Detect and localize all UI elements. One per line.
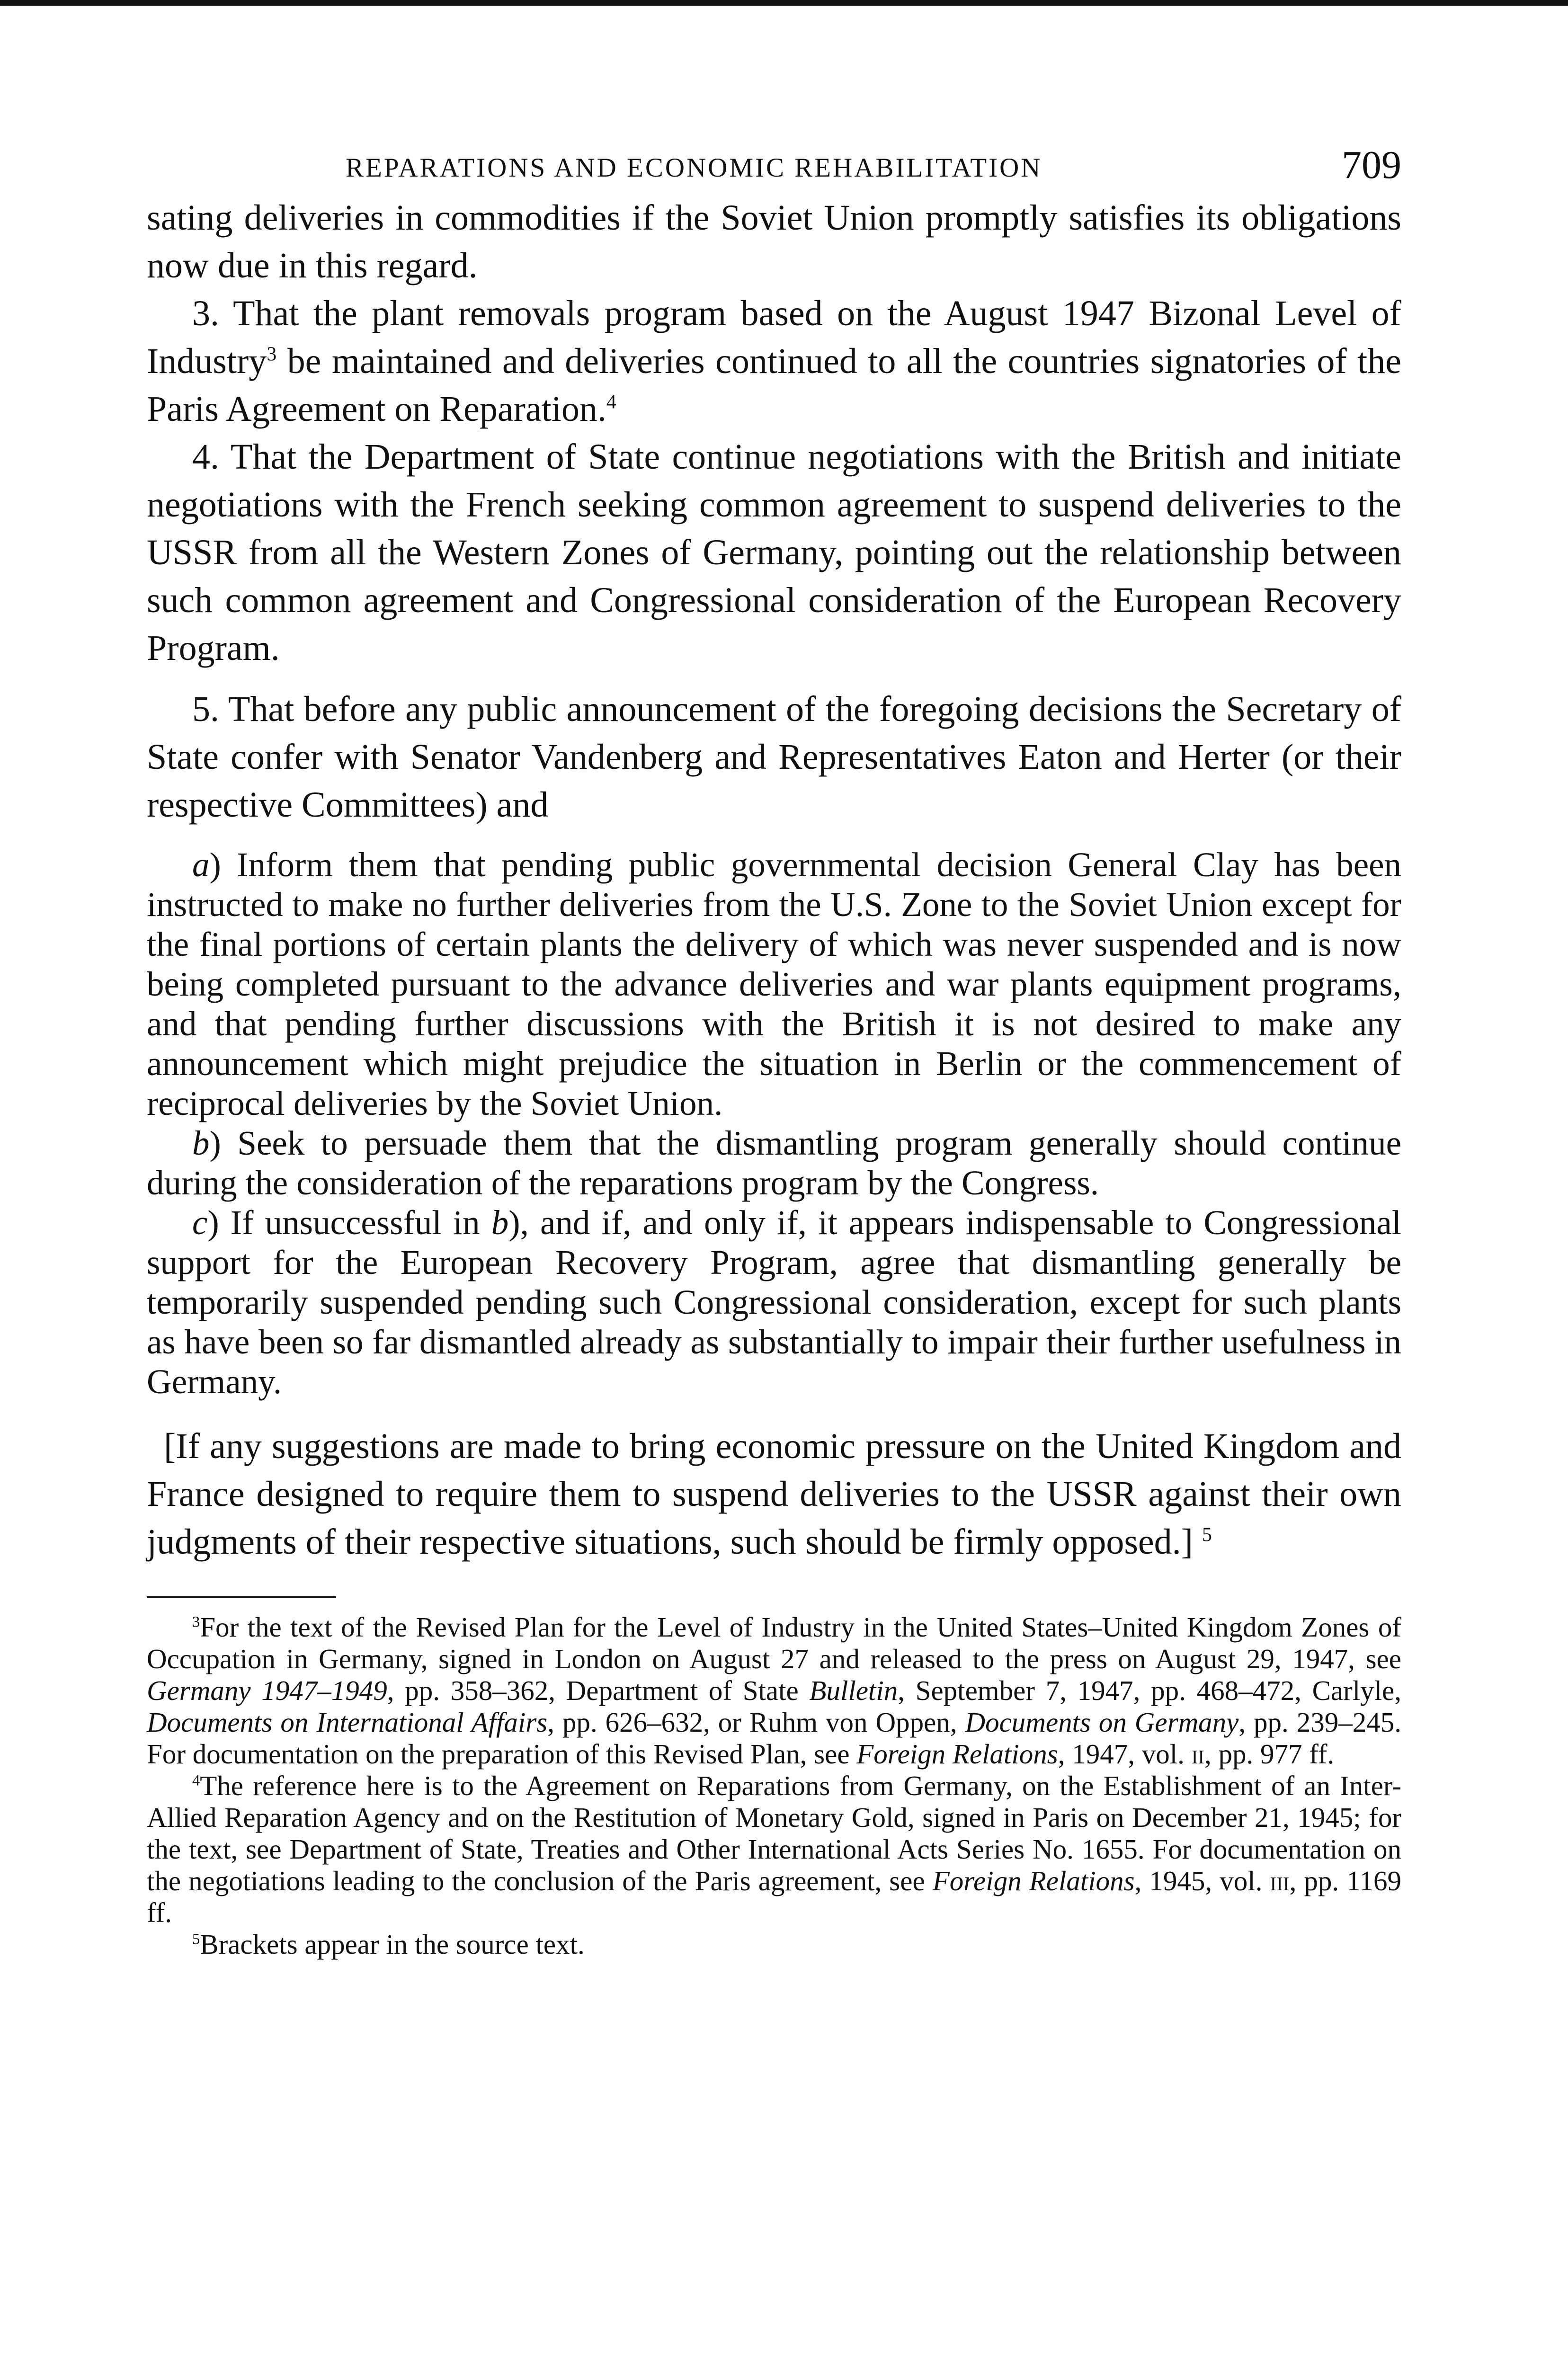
sub-item-c-label: c xyxy=(192,1203,208,1242)
footnote-3-mark: 3 xyxy=(192,1613,200,1631)
footnote-4 xyxy=(147,1770,1401,1929)
top-edge-rule xyxy=(0,0,1568,6)
footnote-3-text: For the text of the Revised Plan for the Level of Industry in the United States–United Kingdom Zones of Occupation in Germany, signed in London on August 27 and released to the press on August 29, 1947, see xyxy=(147,1611,1401,1674)
footnote-4-text: , pp. 1169 ff. xyxy=(147,1865,1401,1928)
main-text xyxy=(147,194,1401,829)
footnote-3-volume: ii xyxy=(1191,1738,1204,1770)
footnote-4-text: , 1945, vol. xyxy=(1134,1865,1270,1896)
footnote-3-text: , 1947, vol. xyxy=(1058,1738,1192,1770)
sub-item-b-label: b xyxy=(192,1124,210,1162)
footnote-5-text: Brackets appear in the source text. xyxy=(200,1929,585,1960)
footnote-3-text: , pp. 977 ff. xyxy=(1204,1738,1335,1770)
sub-item-c-ref: b xyxy=(491,1203,509,1242)
footnote-4-title: Foreign Relations xyxy=(932,1865,1135,1896)
bracketed-note-paragraph xyxy=(147,1423,1401,1566)
footnotes xyxy=(147,1611,1401,1960)
paragraph-item-3 xyxy=(147,290,1401,433)
page-number: 709 xyxy=(1342,143,1401,187)
footnote-ref-4: 4 xyxy=(606,391,616,413)
item-3-text: 3. That the plant removals program based on the August 1947 Bizonal Level of Industry xyxy=(147,294,1401,381)
footnote-3-title: Documents on International Affairs xyxy=(147,1707,548,1738)
paragraph-continuation: sating deliveries in commodities if the Soviet Union promptly satisfies its obligations now due in this regard. xyxy=(147,198,1401,285)
sub-item-c-text: ) If unsuccessful in xyxy=(207,1203,491,1242)
bracketed-note xyxy=(147,1423,1401,1566)
footnote-3-text: , pp. 239–245. For documentation on the preparation of this Revised Plan, see xyxy=(147,1707,1401,1770)
sub-item-b xyxy=(147,1123,1401,1203)
footnote-divider xyxy=(147,1596,336,1598)
sub-item-a xyxy=(147,845,1401,1123)
footnote-4-text: The reference here is to the Agreement on Reparations from Germany, on the Establishment of an Inter-Allied Reparation Agency and on the Restitution of Monetary Gold, signed in Paris on December 21, 1945; for the text, see Department of State, Treaties and Other International Acts Series No. 1655. For documentation on the negotiations leading to the conclusion of the Paris agreement, see xyxy=(147,1770,1401,1896)
footnote-4-mark: 4 xyxy=(192,1772,200,1789)
item-3-text-continued: be maintained and deliveries continued to all the countries signatories of the Paris Agreement on Reparation. xyxy=(147,341,1401,429)
bracketed-note-text: [If any suggestions are made to bring economic pressure on the United Kingdom and France designed to require them to suspend deliveries to the USSR against their own judgments of their respective situations, such should be firmly opposed.] xyxy=(147,1426,1401,1562)
footnote-5-mark: 5 xyxy=(192,1931,200,1948)
sub-item-b-text: ) Seek to persuade them that the dismantling program generally should continue during the consideration of the reparations program by the Congress. xyxy=(147,1124,1401,1202)
sub-item-a-label: a xyxy=(192,845,210,884)
footnote-ref-5: 5 xyxy=(1202,1524,1212,1546)
footnote-4-volume: iii xyxy=(1270,1865,1290,1896)
sub-item-a-text: ) Inform them that pending public governmental decision General Clay has been instructed to make no further deliveries from the U.S. Zone to the Soviet Union except for the final portions of certain plants the delivery of which was never suspended and is now being completed pursuant to the advance deliveries and war plants equipment programs, and that pending further discussions with the British it is not desired to make any announcement which might prejudice the situation in Berlin or the commencement of reciprocal deliveries by the Soviet Union. xyxy=(147,845,1401,1122)
sub-item-c xyxy=(147,1203,1401,1402)
footnote-3 xyxy=(147,1611,1401,1770)
paragraph-item-4: 4. That the Department of State continue negotiations with the British and initiate negotiations with the French seeking common agreement to suspend deliveries to the USSR from all the Western Zones of Germany, pointing out the relationship between such common agreement and Congressional consideration of the European Recovery Program. xyxy=(147,437,1401,668)
footnote-5 xyxy=(147,1929,1401,1960)
footnote-3-title: Foreign Relations xyxy=(856,1738,1058,1770)
footnote-3-text: , pp. 626–632, or Ruhm von Oppen, xyxy=(547,1707,965,1738)
footnote-3-title: Bulletin xyxy=(809,1675,898,1706)
sub-item-c-text-continued: ), and if, and only if, it appears indispensable to Congressional support for the European Recovery Program, agree that dismantling generally be temporarily suspended pending such Congressional consideration, except for such plants as have been so far dismantled already as substantially to impair their further usefulness in Germany. xyxy=(147,1203,1402,1401)
footnote-3-title: Documents on Germany xyxy=(965,1707,1239,1738)
paragraph-item-5: 5. That before any public announcement of the foregoing decisions the Secretary of State confer with Senator Vandenberg and Representatives Eaton and Herter (or their respective Committees) and xyxy=(147,689,1401,825)
footnote-3-text: , September 7, 1947, pp. 468–472, Carlyle, xyxy=(898,1675,1401,1706)
running-title: REPARATIONS AND ECONOMIC REHABILITATION xyxy=(346,153,1042,183)
document-page xyxy=(147,142,1401,1960)
sub-items xyxy=(147,845,1401,1402)
running-header xyxy=(147,142,1401,194)
footnote-3-title: Germany 1947–1949 xyxy=(147,1675,387,1706)
footnote-3-text: , pp. 358–362, Department of State xyxy=(387,1675,810,1706)
footnote-ref-3: 3 xyxy=(267,343,277,365)
